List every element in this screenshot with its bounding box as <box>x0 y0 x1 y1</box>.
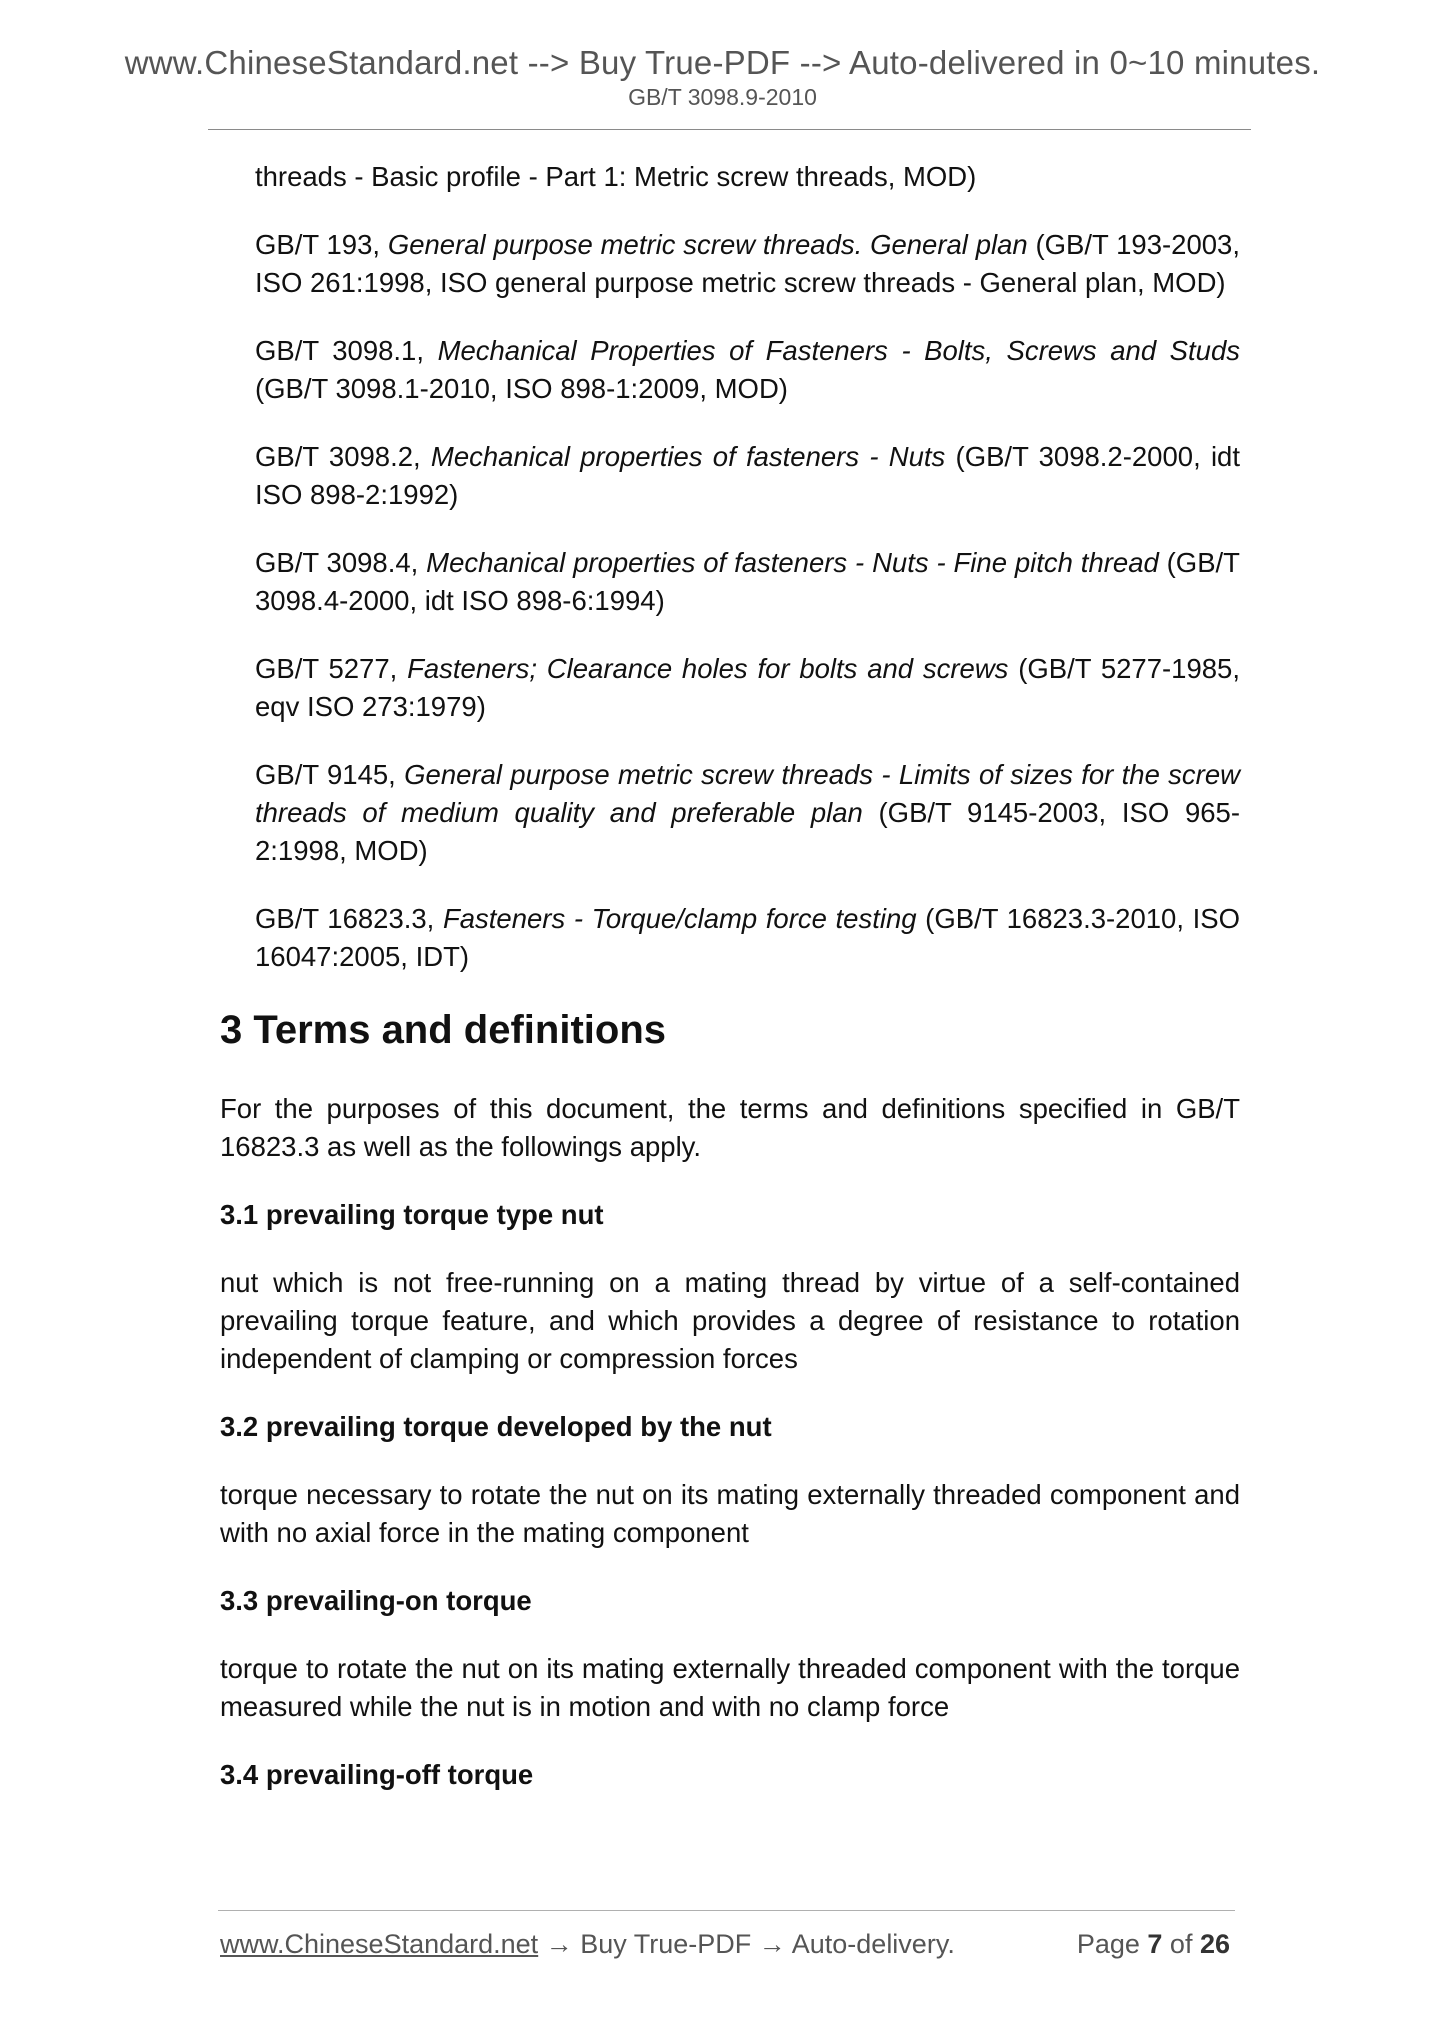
reference-item: GB/T 3098.4, Mechanical properties of fasteners - Nuts - Fine pitch thread (GB/T 3098.4-2000, idt ISO 898-6:1994) <box>255 547 1240 616</box>
term-definition: torque to rotate the nut on its mating externally threaded component with the torque measured while the nut is in motion and with no clamp force <box>220 1653 1240 1722</box>
page-footer <box>220 1929 1230 1960</box>
reference-item: GB/T 5277, Fasteners; Clearance holes for bolts and screws (GB/T 5277-1985, eqv ISO 273:1979) <box>255 653 1240 722</box>
footer-divider <box>218 1910 1235 1911</box>
section-intro: For the purposes of this document, the terms and definitions specified in GB/T 16823.3 as well as the followings apply. <box>220 1093 1240 1162</box>
term-title: 3.4 prevailing-off torque <box>220 1759 534 1790</box>
header-banner: www.ChineseStandard.net --> Buy True-PDF --> Auto-delivered in 0~10 minutes. <box>124 44 1321 81</box>
page-content <box>220 158 1240 1824</box>
reference-item: GB/T 3098.1, Mechanical Properties of Fasteners - Bolts, Screws and Studs (GB/T 3098.1-2010, ISO 898-1:2009, MOD) <box>255 335 1240 404</box>
term-title: 3.2 prevailing torque developed by the nut <box>220 1411 772 1442</box>
document-id: GB/T 3098.9-2010 <box>628 84 817 110</box>
reference-item: GB/T 193, General purpose metric screw threads. General plan (GB/T 193-2003, ISO 261:1998, ISO general purpose metric screw threads - General plan, MOD) <box>255 229 1240 298</box>
term-title: 3.3 prevailing-on torque <box>220 1585 532 1616</box>
term-definition: nut which is not free-running on a mating thread by virtue of a self-contained prevailing torque feature, and which provides a degree of resistance to rotation independent of clamping or compression forces <box>220 1267 1240 1374</box>
reference-item: GB/T 16823.3, Fasteners - Torque/clamp force testing (GB/T 16823.3-2010, ISO 16047:2005, IDT) <box>255 903 1240 972</box>
total-pages: 26 <box>1199 1929 1230 1959</box>
header-divider <box>208 129 1251 130</box>
footer-link[interactable]: www.ChineseStandard.net <box>220 1929 539 1959</box>
footer-trail: → Buy True-PDF → Auto-delivery. <box>538 1929 955 1959</box>
term-title: 3.1 prevailing torque type nut <box>220 1199 604 1230</box>
reference-item: GB/T 3098.2, Mechanical properties of fasteners - Nuts (GB/T 3098.2-2000, idt ISO 898-2:1992) <box>255 441 1240 510</box>
reference-continuation: threads - Basic profile - Part 1: Metric screw threads, MOD) <box>255 161 977 192</box>
current-page: 7 <box>1147 1929 1163 1959</box>
section-title: 3 Terms and definitions <box>220 1008 666 1052</box>
reference-item: GB/T 9145, General purpose metric screw threads - Limits of sizes for the screw threads of medium quality and preferable plan (GB/T 9145-2003, ISO 965-2:1998, MOD) <box>255 759 1240 866</box>
normative-references <box>220 158 1240 976</box>
page-number: Page 7 of 26 <box>1076 1929 1230 1959</box>
term-definition: torque necessary to rotate the nut on its mating externally threaded component and with no axial force in the mating component <box>220 1479 1240 1548</box>
